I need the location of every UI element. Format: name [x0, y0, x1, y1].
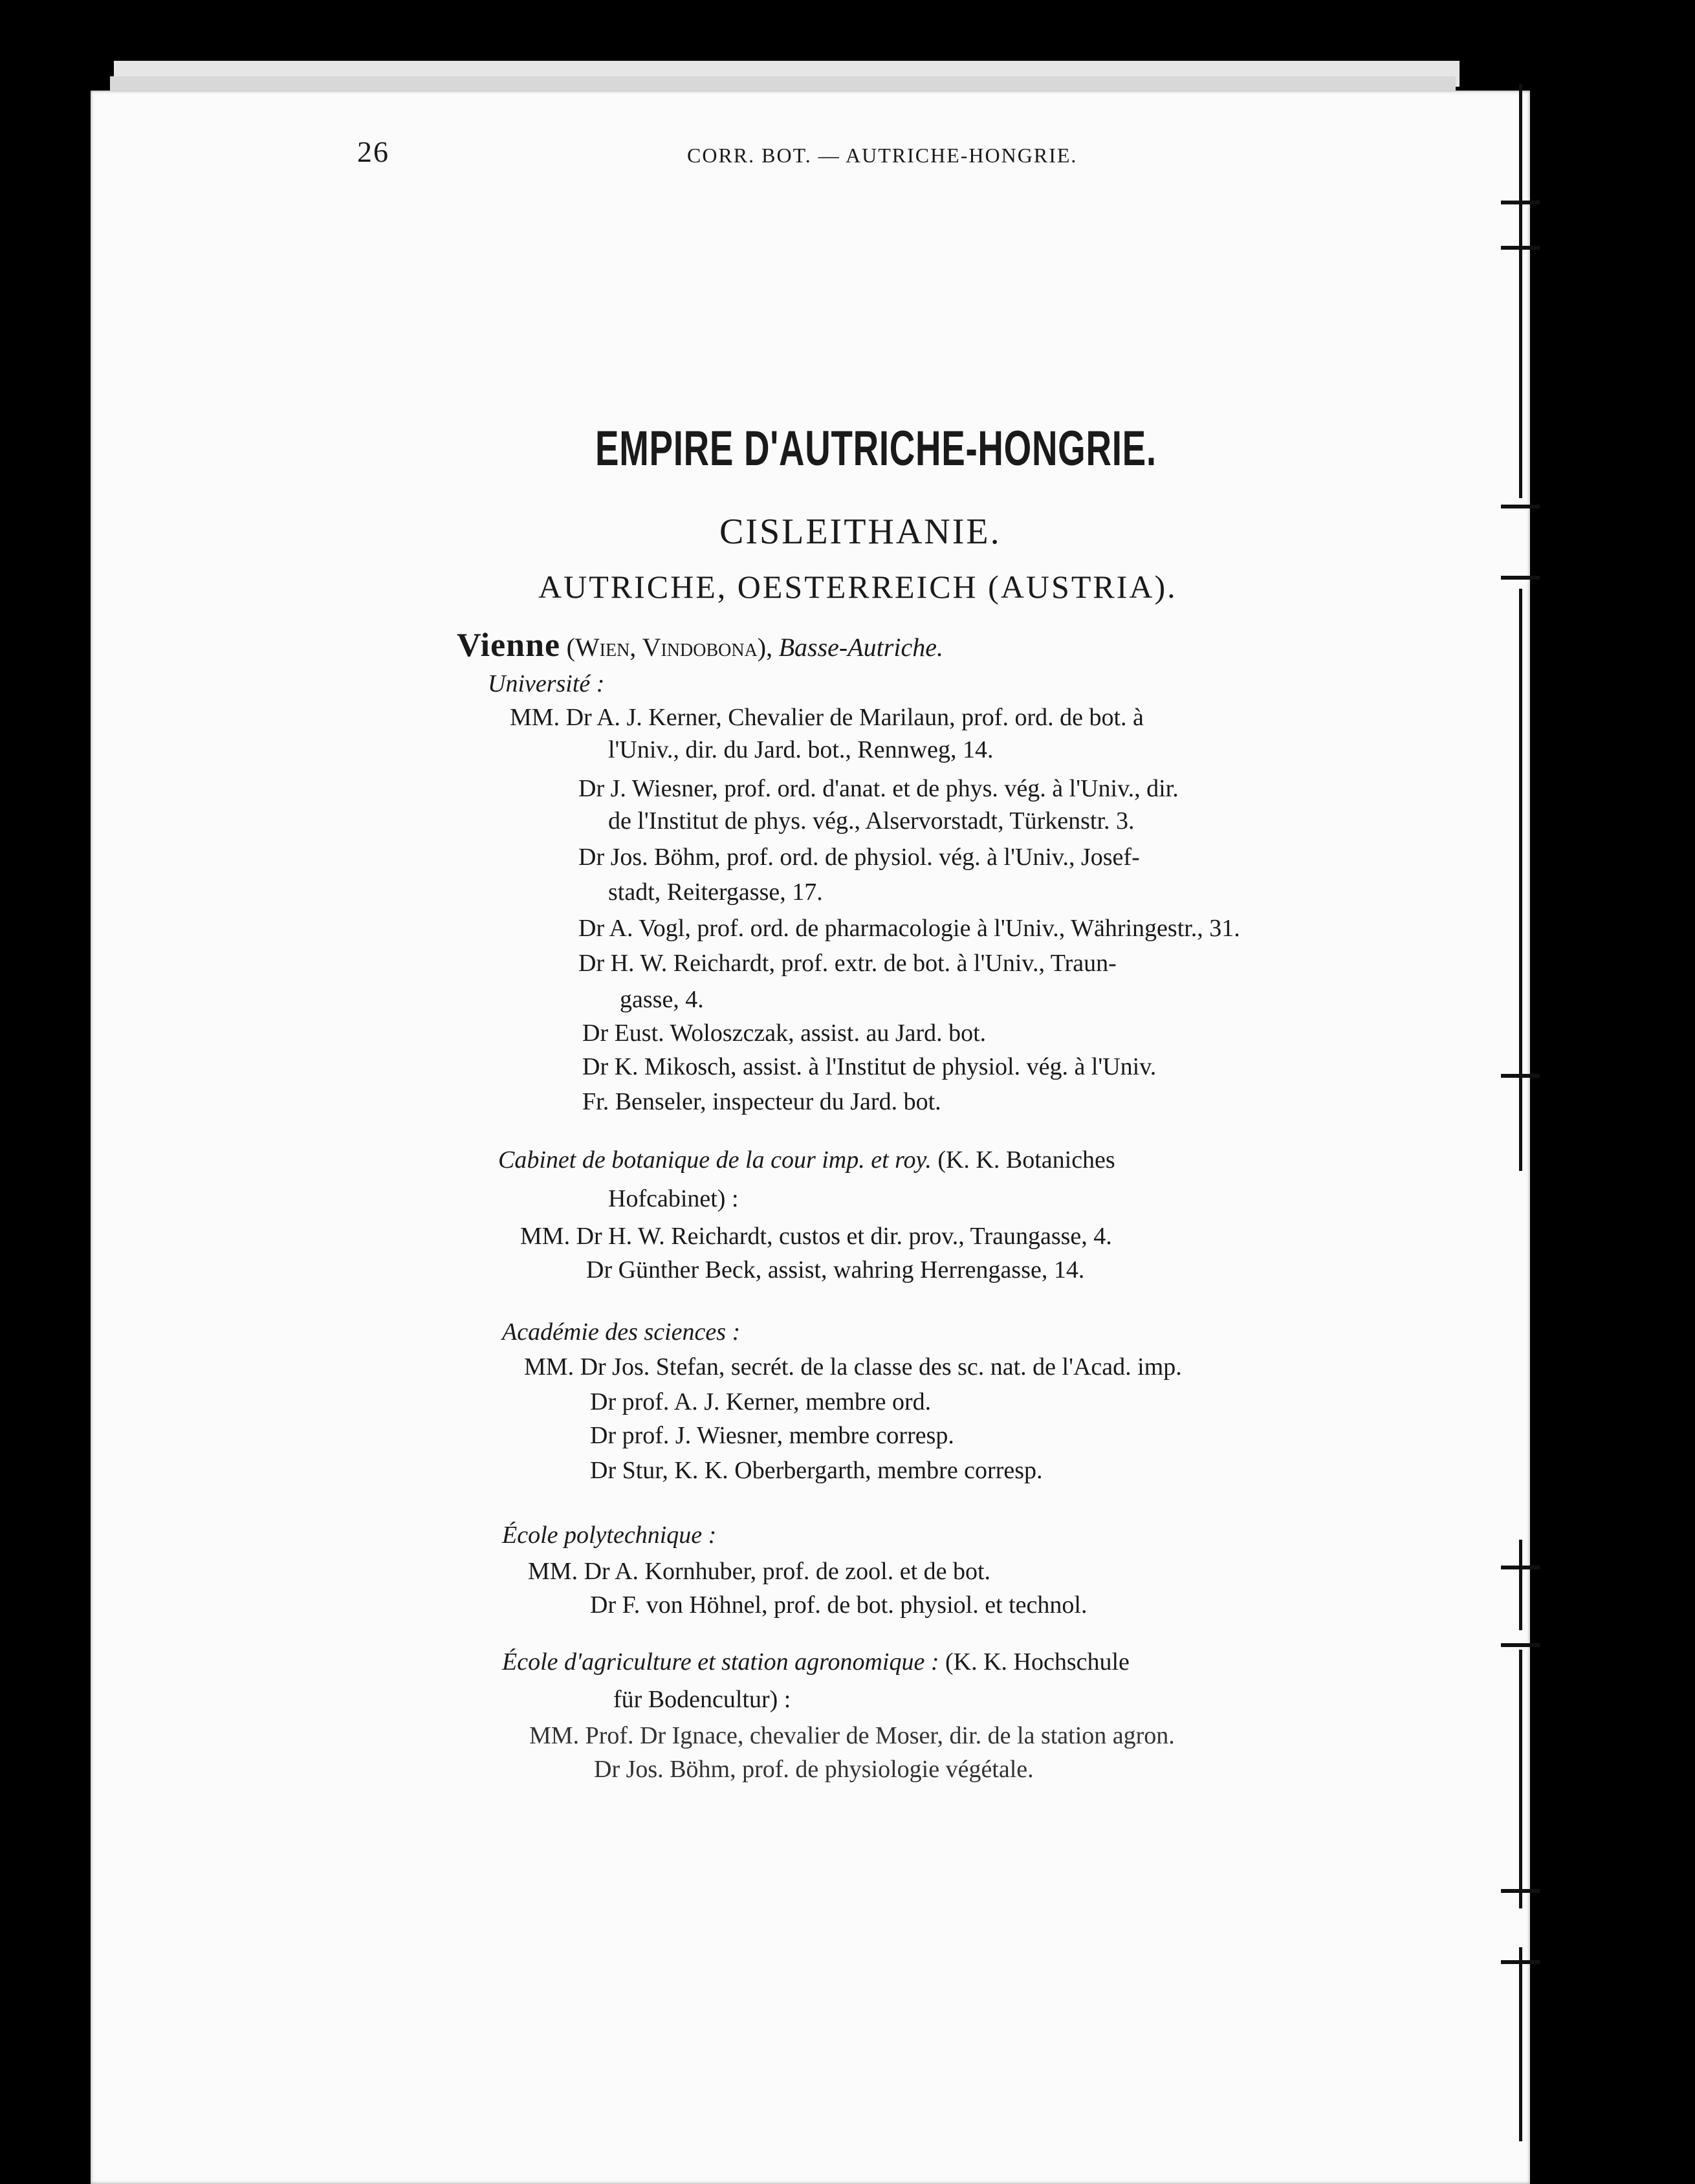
section-heading-cabinet: Cabinet de botanique de la cour imp. et roy. (K. K. Botaniches	[498, 1146, 1115, 1174]
title-region: CISLEITHANIE.	[719, 512, 1001, 552]
section-heading-agriculture: École d'agriculture et station agronomique : (K. K. Hochschule	[502, 1648, 1130, 1676]
section-heading-cont: für Bodencultur) :	[613, 1686, 791, 1713]
entry-line: Dr F. von Höhnel, prof. de bot. physiol. et technol.	[590, 1591, 1088, 1619]
entry-line: gasse, 4.	[620, 986, 704, 1013]
entry-line: Dr Jos. Böhm, prof. de physiologie végétale.	[594, 1756, 1034, 1783]
entry-line: Dr Günther Beck, assist, wahring Herrengasse, 14.	[586, 1256, 1085, 1283]
entry-line: Dr Eust. Woloszczak, assist. au Jard. bot.	[582, 1020, 987, 1047]
title-empire: EMPIRE D'AUTRICHE-HONGRIE.	[595, 421, 1157, 476]
entry-line: l'Univ., dir. du Jard. bot., Rennweg, 14.	[608, 736, 994, 763]
entry-line: Dr J. Wiesner, prof. ord. d'anat. et de phys. vég. à l'Univ., dir.	[578, 775, 1179, 802]
entry-line: MM. Prof. Dr Ignace, chevalier de Moser, dir. de la station agron.	[529, 1722, 1175, 1749]
entry-line: Dr prof. A. J. Kerner, membre ord.	[590, 1388, 932, 1415]
page-header	[357, 135, 1392, 173]
document-page	[91, 91, 1530, 2184]
city-variants: (Wien, Vindobona),	[566, 633, 773, 662]
entry-line: de l'Institut de phys. vég., Alservorstadt, Türkenstr. 3.	[608, 807, 1135, 835]
entry-line: Dr Stur, K. K. Oberbergarth, membre corresp.	[590, 1457, 1043, 1484]
entry-line: Dr prof. J. Wiesner, membre corresp.	[590, 1422, 954, 1449]
entry-line: stadt, Reitergasse, 17.	[608, 879, 823, 906]
entry-line: Dr K. Mikosch, assist. à l'Institut de physiol. vég. à l'Univ.	[582, 1053, 1157, 1080]
entry-line: MM. Dr H. W. Reichardt, custos et dir. prov., Traungasse, 4.	[520, 1223, 1112, 1250]
entry-line: Dr Jos. Böhm, prof. ord. de physiol. vég. à l'Univ., Josef-	[578, 844, 1140, 871]
title-country: AUTRICHE, OESTERREICH (AUSTRIA).	[538, 569, 1177, 605]
section-heading-academie: Académie des sciences :	[502, 1318, 741, 1346]
entry-line: Fr. Benseler, inspecteur du Jard. bot.	[582, 1088, 941, 1115]
page-number: 26	[357, 135, 389, 168]
section-heading-cont: Hofcabinet) :	[608, 1185, 739, 1212]
running-head: CORR. BOT. — AUTRICHE-HONGRIE.	[687, 144, 1078, 167]
entry-line: Dr H. W. Reichardt, prof. extr. de bot. à l'Univ., Traun-	[578, 950, 1117, 977]
entry-line: MM. Dr A. Kornhuber, prof. de zool. et de bot.	[528, 1558, 991, 1585]
city-heading	[457, 629, 943, 662]
entry-line: MM. Dr Jos. Stefan, secrét. de la classe des sc. nat. de l'Acad. imp.	[524, 1353, 1182, 1381]
binding-stitch	[1514, 84, 1527, 2154]
section-heading-polytechnique: École polytechnique :	[502, 1522, 717, 1549]
entry-line: Dr A. Vogl, prof. ord. de pharmacologie à l'Univ., Währingestr., 31.	[578, 915, 1240, 942]
city-name: Vienne	[457, 627, 561, 664]
section-heading-universite: Université :	[488, 670, 605, 697]
entry-line: MM. Dr A. J. Kerner, Chevalier de Marilaun, prof. ord. de bot. à	[510, 704, 1144, 731]
city-province: Basse-Autriche.	[778, 633, 943, 662]
